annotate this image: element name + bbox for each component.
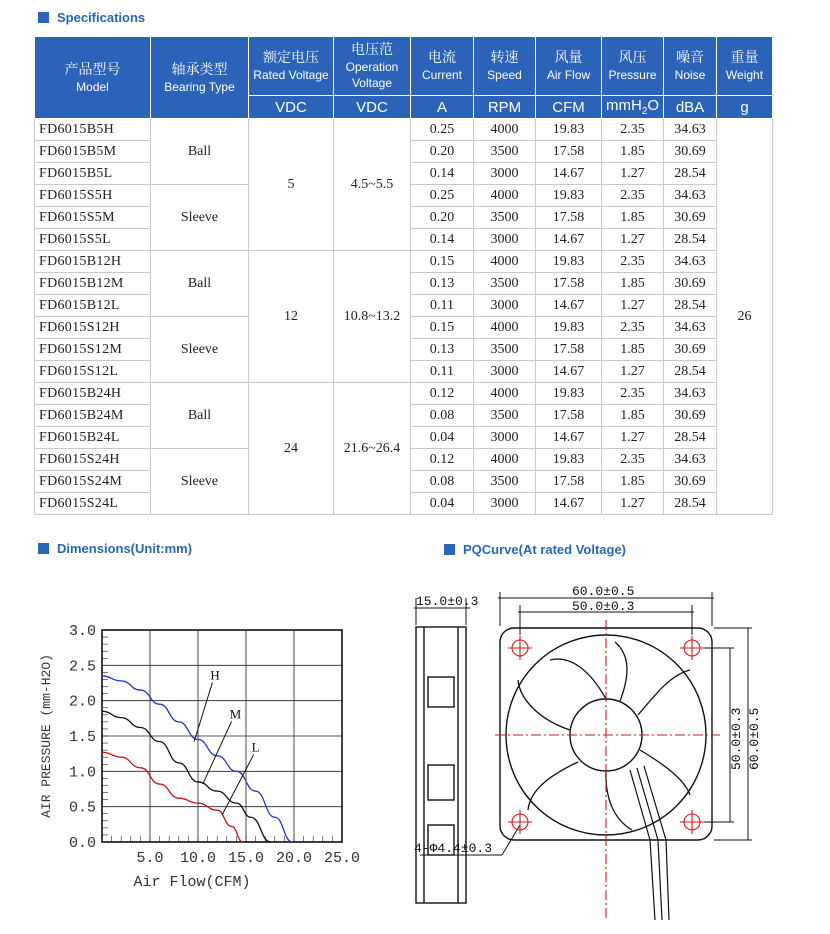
thickness-label: 15.0±0.3 — [416, 594, 479, 609]
table-cell: 0.13 — [411, 339, 474, 361]
table-cell: 1.85 — [602, 141, 664, 163]
dimensions-heading — [38, 541, 192, 556]
table-cell: 19.83 — [536, 383, 602, 405]
table-cell: 28.54 — [664, 295, 717, 317]
header-en: Pressure — [608, 68, 657, 82]
table-cell: 14.67 — [536, 361, 602, 383]
x-tick-label: 5.0 — [136, 850, 164, 867]
header-cn: 电压范 — [351, 42, 393, 58]
table-cell: 4000 — [474, 317, 536, 339]
table-cell: 0.11 — [411, 361, 474, 383]
pq-curve-chart — [10, 590, 410, 920]
table-cell: 0.15 — [411, 251, 474, 273]
header-7 — [602, 37, 664, 96]
table-cell: FD6015B12L — [35, 295, 151, 317]
table-cell: FD6015B12M — [35, 273, 151, 295]
table-cell: FD6015S24H — [35, 449, 151, 471]
table-cell: 3000 — [474, 493, 536, 515]
table-cell: 1.27 — [602, 163, 664, 185]
table-cell: 19.83 — [536, 449, 602, 471]
table-cell: 2.35 — [602, 185, 664, 207]
table-cell: 1.85 — [602, 339, 664, 361]
table-cell: 0.25 — [411, 185, 474, 207]
table-cell: 14.67 — [536, 493, 602, 515]
header-en: Rated Voltage — [253, 68, 329, 82]
table-cell: 34.63 — [664, 317, 717, 339]
table-cell: 28.54 — [664, 427, 717, 449]
table-cell: 34.63 — [664, 449, 717, 471]
header-1 — [151, 37, 249, 119]
header-cn: 风量 — [554, 50, 583, 66]
table-cell: FD6015S5H — [35, 185, 151, 207]
y-tick-label: 2.5 — [68, 658, 96, 676]
section-square-icon — [444, 544, 455, 555]
table-cell: 0.14 — [411, 229, 474, 251]
table-cell: 5 — [249, 119, 334, 251]
table-cell: 0.11 — [411, 295, 474, 317]
table-cell: 4.5~5.5 — [334, 119, 411, 251]
header-cn: 电流 — [428, 50, 456, 66]
table-cell: 3000 — [474, 229, 536, 251]
table-cell: Ball — [151, 251, 249, 317]
table-cell: 0.12 — [411, 449, 474, 471]
table-cell: 4000 — [474, 251, 536, 273]
table-cell: 19.83 — [536, 317, 602, 339]
pqcurve-heading — [444, 542, 626, 557]
table-cell: FD6015B5L — [35, 163, 151, 185]
table-cell: 10.8~13.2 — [334, 251, 411, 383]
table-cell: 1.85 — [602, 405, 664, 427]
table-cell: 14.67 — [536, 229, 602, 251]
series-line-L — [102, 752, 243, 842]
unit-7: mmH$_2$O — [602, 96, 664, 119]
series-label-M: M — [229, 706, 242, 722]
table-cell: 1.85 — [602, 207, 664, 229]
header-cn: 产品型号 — [64, 61, 121, 78]
unit-2: VDC — [249, 96, 334, 119]
table-cell: 3500 — [474, 471, 536, 493]
table-cell: 30.69 — [664, 273, 717, 295]
table-cell: 17.58 — [536, 141, 602, 163]
table-cell: 0.08 — [411, 471, 474, 493]
table-cell: FD6015S12M — [35, 339, 151, 361]
table-cell: FD6015B24H — [35, 383, 151, 405]
table-cell: Sleeve — [151, 185, 249, 251]
table-cell: Ball — [151, 383, 249, 449]
table-cell: 3500 — [474, 339, 536, 361]
unit-9: g — [717, 96, 773, 119]
series-label-L: L — [251, 739, 260, 755]
table-cell: 17.58 — [536, 471, 602, 493]
unit-3: VDC — [334, 96, 411, 119]
width-label: 60.0±0.5 — [572, 584, 635, 599]
vert-hole-spacing-label: 50.0±0.3 — [729, 707, 744, 770]
unit-5: RPM — [474, 96, 536, 119]
table-cell: FD6015S24M — [35, 471, 151, 493]
specifications-heading — [38, 10, 145, 25]
table-row — [35, 119, 773, 141]
table-cell: 0.20 — [411, 207, 474, 229]
table-cell: 19.83 — [536, 251, 602, 273]
table-cell: 3000 — [474, 361, 536, 383]
header-en: Air Flow — [546, 68, 591, 82]
series-leader-M — [203, 721, 232, 784]
header-en: Weight — [725, 68, 764, 82]
table-cell: 30.69 — [664, 405, 717, 427]
table-cell: 0.15 — [411, 317, 474, 339]
y-axis-label: AIR PRESSURE (mm-H2O) — [39, 654, 54, 818]
table-cell: Sleeve — [151, 317, 249, 383]
table-cell: 1.27 — [602, 295, 664, 317]
unit-8: dBA — [664, 96, 717, 119]
table-row — [35, 383, 773, 405]
table-cell: 1.27 — [602, 229, 664, 251]
table-cell: 28.54 — [664, 163, 717, 185]
header-en: Speed — [487, 68, 522, 82]
x-tick-label: 25.0 — [323, 850, 361, 867]
table-cell: 0.12 — [411, 383, 474, 405]
table-cell: 3500 — [474, 141, 536, 163]
x-tick-label: 20.0 — [275, 850, 313, 867]
table-cell: FD6015S5L — [35, 229, 151, 251]
table-cell: 0.04 — [411, 427, 474, 449]
table-cell: 14.67 — [536, 427, 602, 449]
x-tick-label: 10.0 — [179, 850, 217, 867]
y-tick-label: 2.0 — [68, 693, 96, 711]
table-cell: 0.13 — [411, 273, 474, 295]
table-cell: Ball — [151, 119, 249, 185]
table-cell: 2.35 — [602, 317, 664, 339]
table-cell: 4000 — [474, 449, 536, 471]
table-cell: 24 — [249, 383, 334, 515]
table-cell: 0.08 — [411, 405, 474, 427]
table-cell: 1.27 — [602, 427, 664, 449]
fan-dimension-drawing — [400, 580, 790, 925]
table-cell: 14.67 — [536, 295, 602, 317]
table-cell: 30.69 — [664, 339, 717, 361]
hole-spacing-label: 50.0±0.3 — [572, 599, 635, 614]
holes-label: 4-Φ4.4±0.3 — [414, 841, 493, 856]
header-0 — [35, 37, 151, 119]
table-cell: 17.58 — [536, 207, 602, 229]
header-cn: 轴承类型 — [171, 61, 228, 78]
table-cell: 17.58 — [536, 405, 602, 427]
section-square-icon — [38, 12, 49, 23]
series-line-M — [102, 711, 271, 842]
table-cell: 2.35 — [602, 251, 664, 273]
table-cell: 34.63 — [664, 383, 717, 405]
header-3 — [334, 37, 411, 96]
table-cell: 3000 — [474, 427, 536, 449]
table-cell: 34.63 — [664, 119, 717, 141]
x-tick-label: 15.0 — [227, 850, 265, 867]
header-en: Bearing Type — [164, 79, 235, 94]
table-cell: 3500 — [474, 405, 536, 427]
unit-6: CFM — [536, 96, 602, 119]
table-cell: 0.20 — [411, 141, 474, 163]
table-cell: 1.27 — [602, 493, 664, 515]
x-axis-label: Air Flow(CFM) — [133, 874, 251, 891]
table-cell: 19.83 — [536, 185, 602, 207]
y-tick-label: 1.5 — [68, 729, 96, 746]
table-cell: 34.63 — [664, 251, 717, 273]
table-cell: 2.35 — [602, 383, 664, 405]
table-cell: 19.83 — [536, 119, 602, 141]
y-tick-label: 3.0 — [68, 623, 96, 640]
table-cell: Sleeve — [151, 449, 249, 515]
table-cell: 30.69 — [664, 207, 717, 229]
table-cell: FD6015B24M — [35, 405, 151, 427]
table-cell: 0.14 — [411, 163, 474, 185]
table-cell: FD6015S12L — [35, 361, 151, 383]
section-square-icon — [38, 543, 49, 554]
table-cell: 1.85 — [602, 471, 664, 493]
y-tick-label: 0.5 — [68, 799, 96, 817]
table-cell: 2.35 — [602, 449, 664, 471]
header-5 — [474, 37, 536, 96]
table-cell: 1.27 — [602, 361, 664, 383]
table-cell: 21.6~26.4 — [334, 383, 411, 515]
table-cell: FD6015S24L — [35, 493, 151, 515]
header-4 — [411, 37, 474, 96]
header-6 — [536, 37, 602, 96]
header-en: Current — [421, 68, 462, 82]
series-leader-H — [194, 682, 212, 741]
pqcurve-title: PQCurve(At rated Voltage) — [463, 542, 627, 557]
table-cell: 28.54 — [664, 229, 717, 251]
table-cell: 3000 — [474, 163, 536, 185]
header-cn: 额定电压 — [263, 50, 319, 66]
header-en: Noise — [674, 68, 706, 82]
unit-4: A — [411, 96, 474, 119]
table-cell: 14.67 — [536, 163, 602, 185]
table-cell: 28.54 — [664, 493, 717, 515]
table-cell: 28.54 — [664, 361, 717, 383]
table-row — [35, 251, 773, 273]
header-2 — [249, 37, 334, 96]
table-cell: 17.58 — [536, 339, 602, 361]
header-9 — [717, 37, 773, 96]
table-cell: 4000 — [474, 185, 536, 207]
header-8 — [664, 37, 717, 96]
table-cell: FD6015S12H — [35, 317, 151, 339]
table-cell: 34.63 — [664, 185, 717, 207]
specifications-table — [34, 36, 773, 515]
table-cell: 0.25 — [411, 119, 474, 141]
header-cn: 重量 — [730, 50, 759, 66]
table-cell: 2.35 — [602, 119, 664, 141]
table-cell: 3000 — [474, 295, 536, 317]
table-cell: 12 — [249, 251, 334, 383]
table-cell: 26 — [717, 119, 773, 515]
dimensions-title: Dimensions(Unit:mm) — [57, 541, 193, 556]
table-cell: 1.85 — [602, 273, 664, 295]
header-en: Operation Voltage — [345, 60, 399, 90]
table-cell: 3500 — [474, 273, 536, 295]
table-cell: 0.04 — [411, 493, 474, 515]
header-cn: 风压 — [618, 50, 647, 66]
header-cn: 转速 — [490, 50, 519, 66]
table-cell: FD6015B12H — [35, 251, 151, 273]
series-label-H: H — [210, 667, 220, 683]
table-cell: FD6015B5M — [35, 141, 151, 163]
table-cell: 3500 — [474, 207, 536, 229]
y-tick-label: 0.0 — [68, 835, 96, 852]
table-cell: 4000 — [474, 119, 536, 141]
y-tick-label: 1.0 — [68, 764, 96, 782]
table-cell: FD6015B24L — [35, 427, 151, 449]
header-en: Model — [76, 79, 109, 94]
header-cn: 噪音 — [676, 50, 704, 66]
table-cell: 4000 — [474, 383, 536, 405]
table-cell: FD6015B5H — [35, 119, 151, 141]
table-cell: 30.69 — [664, 141, 717, 163]
table-cell: FD6015S5M — [35, 207, 151, 229]
specifications-title: Specifications — [57, 10, 146, 25]
table-cell: 30.69 — [664, 471, 717, 493]
vert-width-label: 60.0±0.5 — [747, 707, 762, 770]
table-cell: 17.58 — [536, 273, 602, 295]
